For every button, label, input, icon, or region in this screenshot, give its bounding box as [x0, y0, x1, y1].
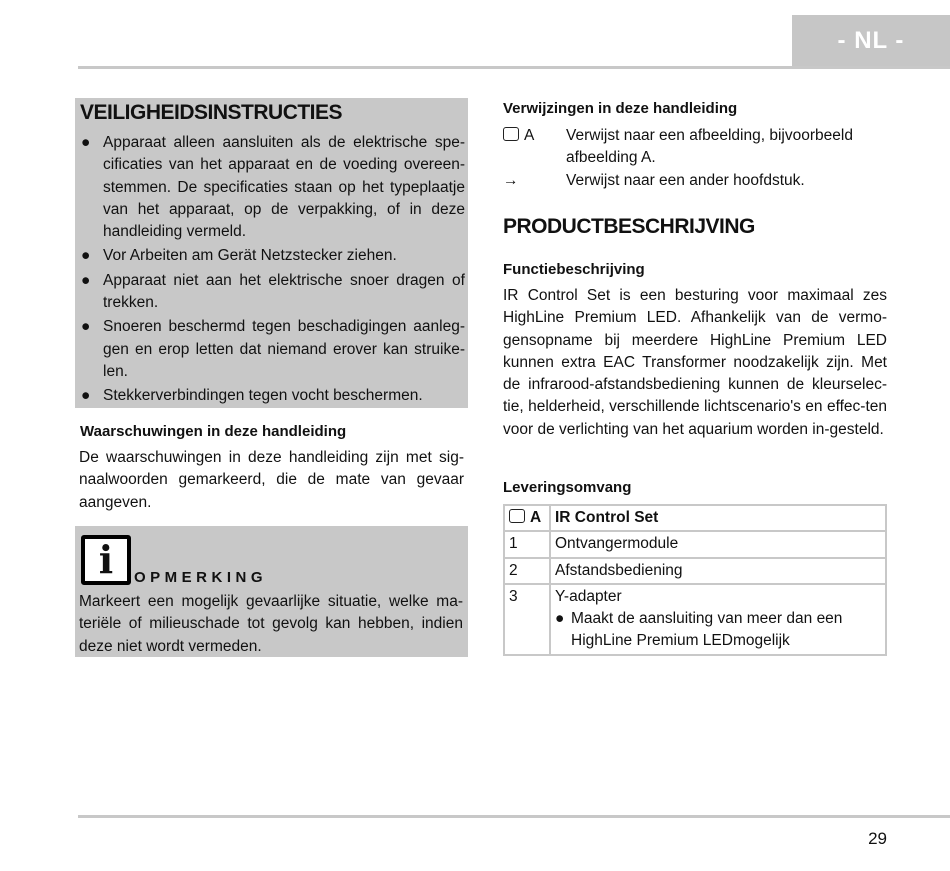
figure-box-icon [503, 127, 519, 141]
table-cell: Afstandsbediening [550, 558, 886, 584]
supply-title: Leveringsomvang [503, 479, 632, 496]
info-icon: i [81, 535, 131, 585]
language-tab: - NL - [792, 15, 950, 67]
figure-box-icon [509, 509, 525, 523]
table-row [504, 584, 886, 655]
bullet-icon: ● [81, 134, 91, 151]
list-item: ● Apparaat niet aan het elektrische snoer dragen of trekken. [81, 271, 465, 312]
bullet-icon: ● [81, 271, 91, 289]
header-cell: A [504, 505, 550, 531]
header-rule [78, 66, 950, 69]
table-cell: Ontvangermodule [550, 531, 886, 557]
table-header-row [504, 505, 886, 531]
safety-list [79, 132, 465, 410]
chapter-ref-text: Verwijst naar een ander hoofdstuk. [566, 172, 805, 189]
references-title: Verwijzingen in deze handleiding [503, 100, 738, 117]
list-item: ● Stekkerverbindingen tegen vocht beschermen. [79, 385, 465, 407]
footer-rule [78, 815, 950, 818]
table-row [504, 531, 886, 557]
bullet-icon: ● [81, 318, 91, 336]
list-item: ● Snoeren beschermd tegen beschadigingen aanleg-gen en erop letten dat niemand erover kan struike-len. [81, 318, 465, 380]
page-number: 29 [868, 829, 887, 848]
reference-figure-row [503, 125, 887, 171]
note-text: Markeert een mogelijk gevaarlijke situatie, welke ma-teriële of milieuschade tot gevolg kan hebben, indien deze niet wordt vermeden. [79, 593, 463, 655]
warnings-text: De waarschuwingen in deze handleiding zijn met sig-naalwoorden gemarkeerd, die de mate van gevaar aangeven. [79, 449, 464, 511]
warnings-title: Waarschuwingen in deze handleiding [80, 423, 347, 440]
table-cell-item: Y-adapter [555, 587, 622, 605]
header-cell: IR Control Set [550, 505, 886, 531]
figure-ref-symbol: A [503, 125, 561, 147]
table-cell: 3 [504, 584, 550, 655]
table-row [504, 558, 886, 584]
table-cell [550, 584, 886, 655]
list-item: ● Apparaat alleen aansluiten als de elektrische spe-cificaties van het apparaat en de voeding overeen-stemmen. De specificaties staan op het typeplaatje van het apparaat, op de verpakking, of in deze handleiding vermeld. [81, 134, 465, 241]
function-title: Functiebeschrijving [503, 261, 645, 278]
table-cell: 2 [504, 558, 550, 584]
safety-title: VEILIGHEIDSINSTRUCTIES [80, 101, 343, 124]
bullet-icon: ● [81, 387, 91, 405]
table-cell: 1 [504, 531, 550, 557]
function-text: IR Control Set is een besturing voor maximaal zes HighLine Premium LED. Afhankelijk van de vermo-gensopname bij meerdere HighLine Premium LED kunnen extra EAC Transformer noodzakelijk zijn. Met de infrarood-afstandsbediening kunnen de kleurselec-tie, helderheid, verschillende lichtscenario's en effec-ten voor de verlichting van het aquarium worden in-gesteld. [503, 287, 887, 438]
bullet-icon: ● [555, 610, 565, 628]
supply-table [503, 504, 887, 656]
list-item: ● Vor Arbeiten am Gerät Netzstecker ziehen. [79, 245, 465, 267]
table-sub-item: ● Maakt de aansluiting van meer dan een HighLine Premium LEDmogelijk [555, 610, 843, 650]
bullet-icon: ● [81, 247, 91, 265]
note-label: OPMERKING [134, 569, 268, 586]
arrow-right-icon: → [503, 172, 519, 189]
reference-chapter-row [503, 170, 887, 194]
figure-ref-text: Verwijst naar een afbeelding, bijvoorbeeld afbeelding A. [566, 127, 853, 167]
product-title: PRODUCTBESCHRIJVING [503, 215, 755, 238]
